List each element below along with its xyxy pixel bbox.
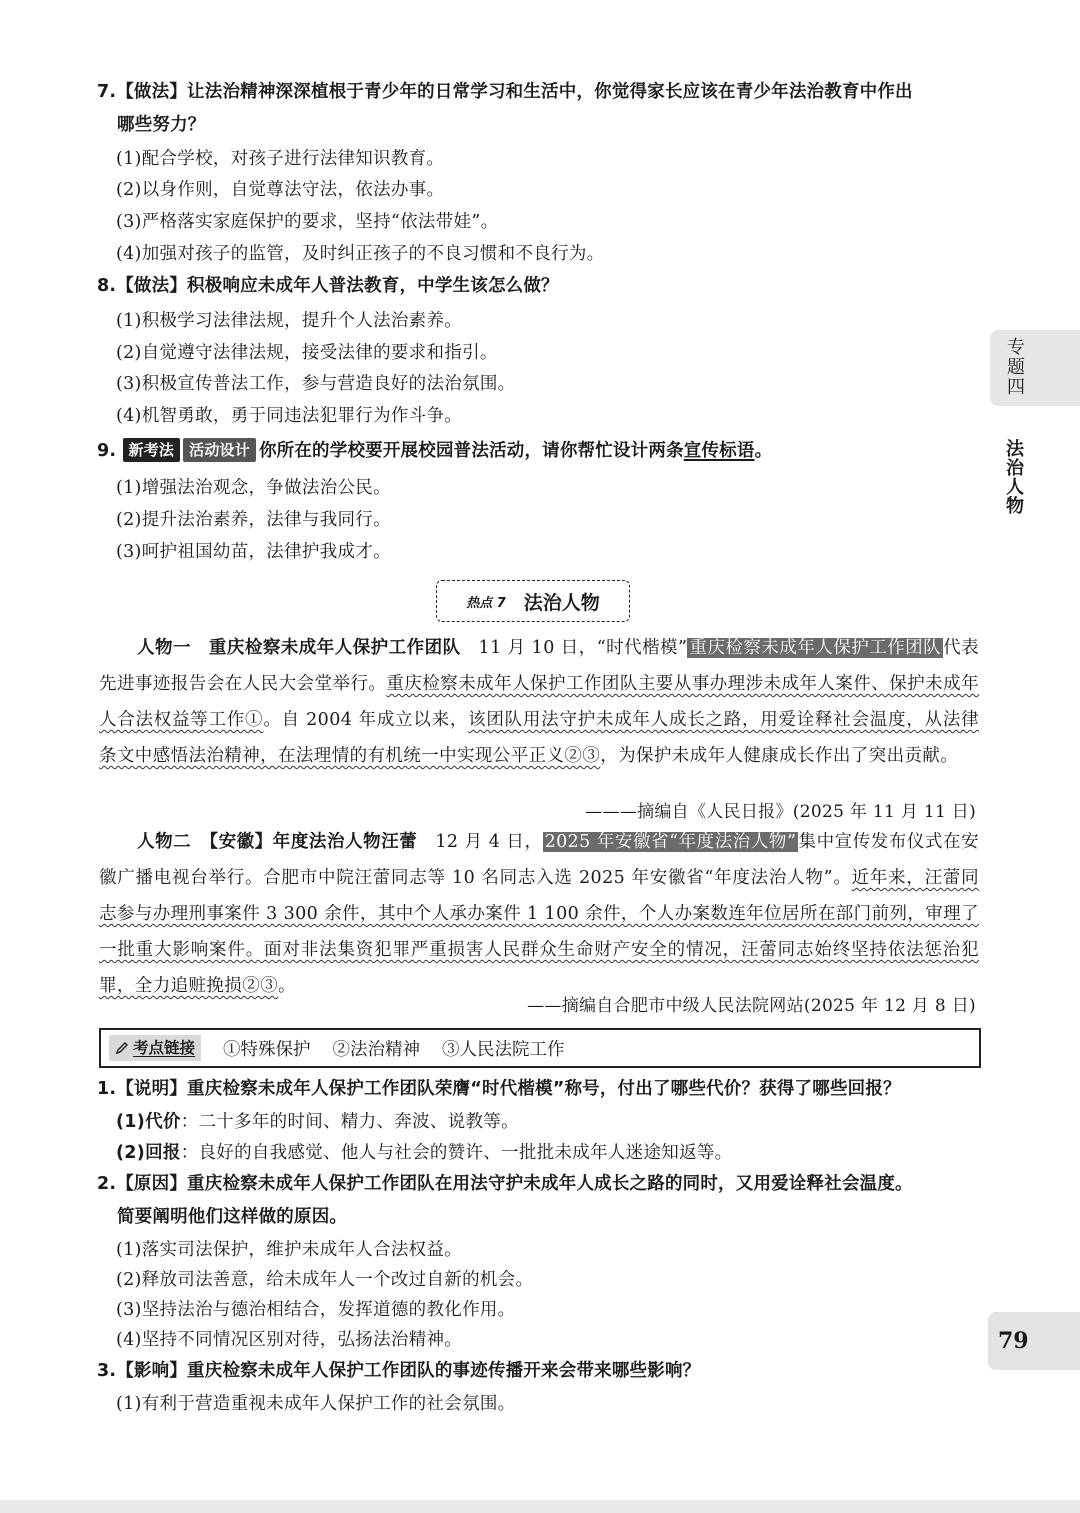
answer-line: (4)加强对孩子的监管，及时纠正孩子的不良习惯和不良行为。 [116,244,605,264]
question-tag: 【影响】 [116,1361,188,1381]
question-tag: 【原因】 [116,1174,188,1194]
exam-point-item: ③人民法院工作 [442,1039,565,1060]
question-b1 [97,1073,982,1106]
answer-line: (4)机智勇敢，勇于同违法犯罪行为作斗争。 [116,406,463,426]
answer-line: (2)提升法治素养，法律与我同行。 [116,510,391,530]
topic-side-label: 法治人物 [1006,439,1024,517]
question-text: 让法治精神深深植根于青少年的日常学习和生活中，你觉得家长应该在青少年法治教育中作出 [187,82,913,102]
paragraph-text: 代表先进事迹报告会在人民大会堂举行。 [99,638,980,694]
question-text: 积极响应未成年人普法教育，中学生该怎么做？ [187,276,559,296]
answer-line: (3)严格落实家庭保护的要求，坚持“依法带娃”。 [116,212,499,232]
hot-topic-label: 热点 7 [466,595,506,611]
answer-label: (1)代价 [116,1112,181,1132]
question-tag: 【做法】 [116,276,188,296]
highlighted-text: 重庆检察未成年人保护工作团队 [689,638,942,658]
question-b2 [97,1168,982,1234]
question-number: 7. [97,82,117,102]
exam-point-item: ②法治精神 [332,1039,421,1060]
question-8 [97,270,982,303]
answer-line [116,1109,976,1135]
paragraph-text: 。 [278,976,296,996]
exam-point-item: ①特殊保护 [223,1039,311,1060]
exam-point-label [109,1035,201,1061]
highlighted-text: 2025 年安徽省“年度法治人物” [544,832,797,852]
paragraph-text: ，为保护未成年人健康成长作出了突出贡献。 [600,746,959,766]
answer-line: (3)呵护祖国幼苗，法律护我成才。 [116,542,391,562]
answer-text: ：良好的自我感觉、他人与社会的赞许、一批批未成年人迷途知返等。 [180,1143,733,1163]
answer-line: (1)配合学校，对孩子进行法律知识教育。 [116,149,445,169]
answer-line: (2)以身作则，自觉尊法守法，依法办事。 [116,180,445,200]
answer-line: (1)有利于营造重视未成年人保护工作的社会氛围。 [116,1394,516,1414]
answer-line: (1)增强法治观念，争做法治公民。 [116,478,391,498]
answer-line: (3)积极宣传普法工作，参与营造良好的法治氛围。 [116,374,516,394]
answer-line: (2)自觉遵守法律法规，接受法律的要求和指引。 [116,343,498,363]
chapter-tab-text: 专题四 [1007,337,1025,398]
answer-line: (2)释放司法善意，给未成年人一个改过自新的机会。 [116,1270,534,1290]
source-citation: ———摘编自《人民日报》(2025 年 11 月 11 日) [585,802,976,822]
answer-line: (3)坚持法治与德治相结合，发挥道德的教化作用。 [116,1300,516,1320]
answer-line [116,1140,976,1166]
paragraph-text: 12 月 4 日， [417,832,543,852]
answer-label: (2)回报 [116,1143,181,1163]
question-text-cont: 简要阐明他们这样做的原因。 [117,1207,348,1227]
wavy-underlined-text: 近年来，汪蕾同志参与办理刑事案件 3 300 余件，其中个人承办案件 1 100 余件，个人办案数连年位居所在部门前列，审理了一批重大影响案件。面对非法集资犯罪严重损害人民群众生命财产安全的情况，汪蕾同志始终坚持依法惩治犯罪，全力追赃挽损②③ [99,868,979,996]
person-one-paragraph [99,630,979,774]
wavy-underlined-text: 该团队用法守护未成年人成长之路，用爱诠释社会温度，从法律条文中感悟法治精神，在法理情的有机统一中实现公平正义②③ [99,710,979,766]
exam-point-label-text: 考点链接 [133,1039,196,1057]
question-text: 重庆检察未成年人保护工作团队荣膺“时代楷模”称号，付出了哪些代价？获得了哪些回报？ [187,1079,901,1099]
answer-line: (1)积极学习法律法规，提升个人法治素养。 [116,311,463,331]
question-text: 重庆检察未成年人保护工作团队的事迹传播开来会带来哪些影响？ [187,1361,701,1381]
question-9 [97,435,982,468]
person-one-heading: 人物一 重庆检察未成年人保护工作团队 [137,638,461,658]
answer-line: (1)落实司法保护，维护未成年人合法权益。 [116,1240,463,1260]
answer-line: (4)坚持不同情况区别对待，弘扬法治精神。 [116,1330,463,1350]
question-tag: 【说明】 [116,1079,188,1099]
pencil-icon [115,1041,129,1055]
exam-point-link-box [99,1028,981,1068]
wavy-underlined-text: 重庆检察未成年人保护工作团队主要从事办理涉未成年人案件、保护未成年人合法权益等工作① [99,674,979,730]
question-text: 重庆检察未成年人保护工作团队在用法守护未成年人成长之路的同时，又用爱诠释社会温度。 [187,1174,913,1194]
underlined-keyword: 宣传标语 [683,441,755,461]
bottom-edge-bar [0,1500,1080,1513]
person-two-heading: 人物二 【安徽】年度法治人物汪蕾 [137,832,418,852]
question-number: 8. [97,276,117,296]
paragraph-text: 11 月 10 日，“时代楷模” [460,638,688,658]
paragraph-text: 集中宣传发布仪式在安徽广播电视台举行。合肥市中院汪蕾同志等 10 名同志入选 2025 年安徽省“年度法治人物”。 [99,832,979,888]
new-method-badge: 新考法 [123,438,181,462]
question-text-cont: 哪些努力？ [117,115,206,135]
question-number: 3. [97,1361,117,1381]
hot-topic-heading: 法治人物 [523,591,600,614]
person-two-paragraph [99,824,979,1004]
question-number: 9. [97,441,117,461]
question-7 [97,76,982,142]
question-b3 [97,1355,982,1388]
source-citation: ——摘编自合肥市中级人民法院网站(2025 年 12 月 8 日) [527,996,976,1016]
question-text: 你所在的学校要开展校园普法活动，请你帮忙设计两条 [258,441,684,461]
paragraph-text: 。自 2004 年成立以来， [263,710,469,730]
chapter-tab [990,330,1080,406]
page-number: 79 [988,1312,1080,1370]
question-number: 1. [97,1079,117,1099]
question-text-end: 。 [754,441,773,461]
hot-topic-title [436,580,630,622]
activity-design-badge: 活动设计 [183,438,256,462]
question-number: 2. [97,1174,117,1194]
answer-text: ：二十多年的时间、精力、奔波、说教等。 [180,1112,519,1132]
question-tag: 【做法】 [116,82,188,102]
